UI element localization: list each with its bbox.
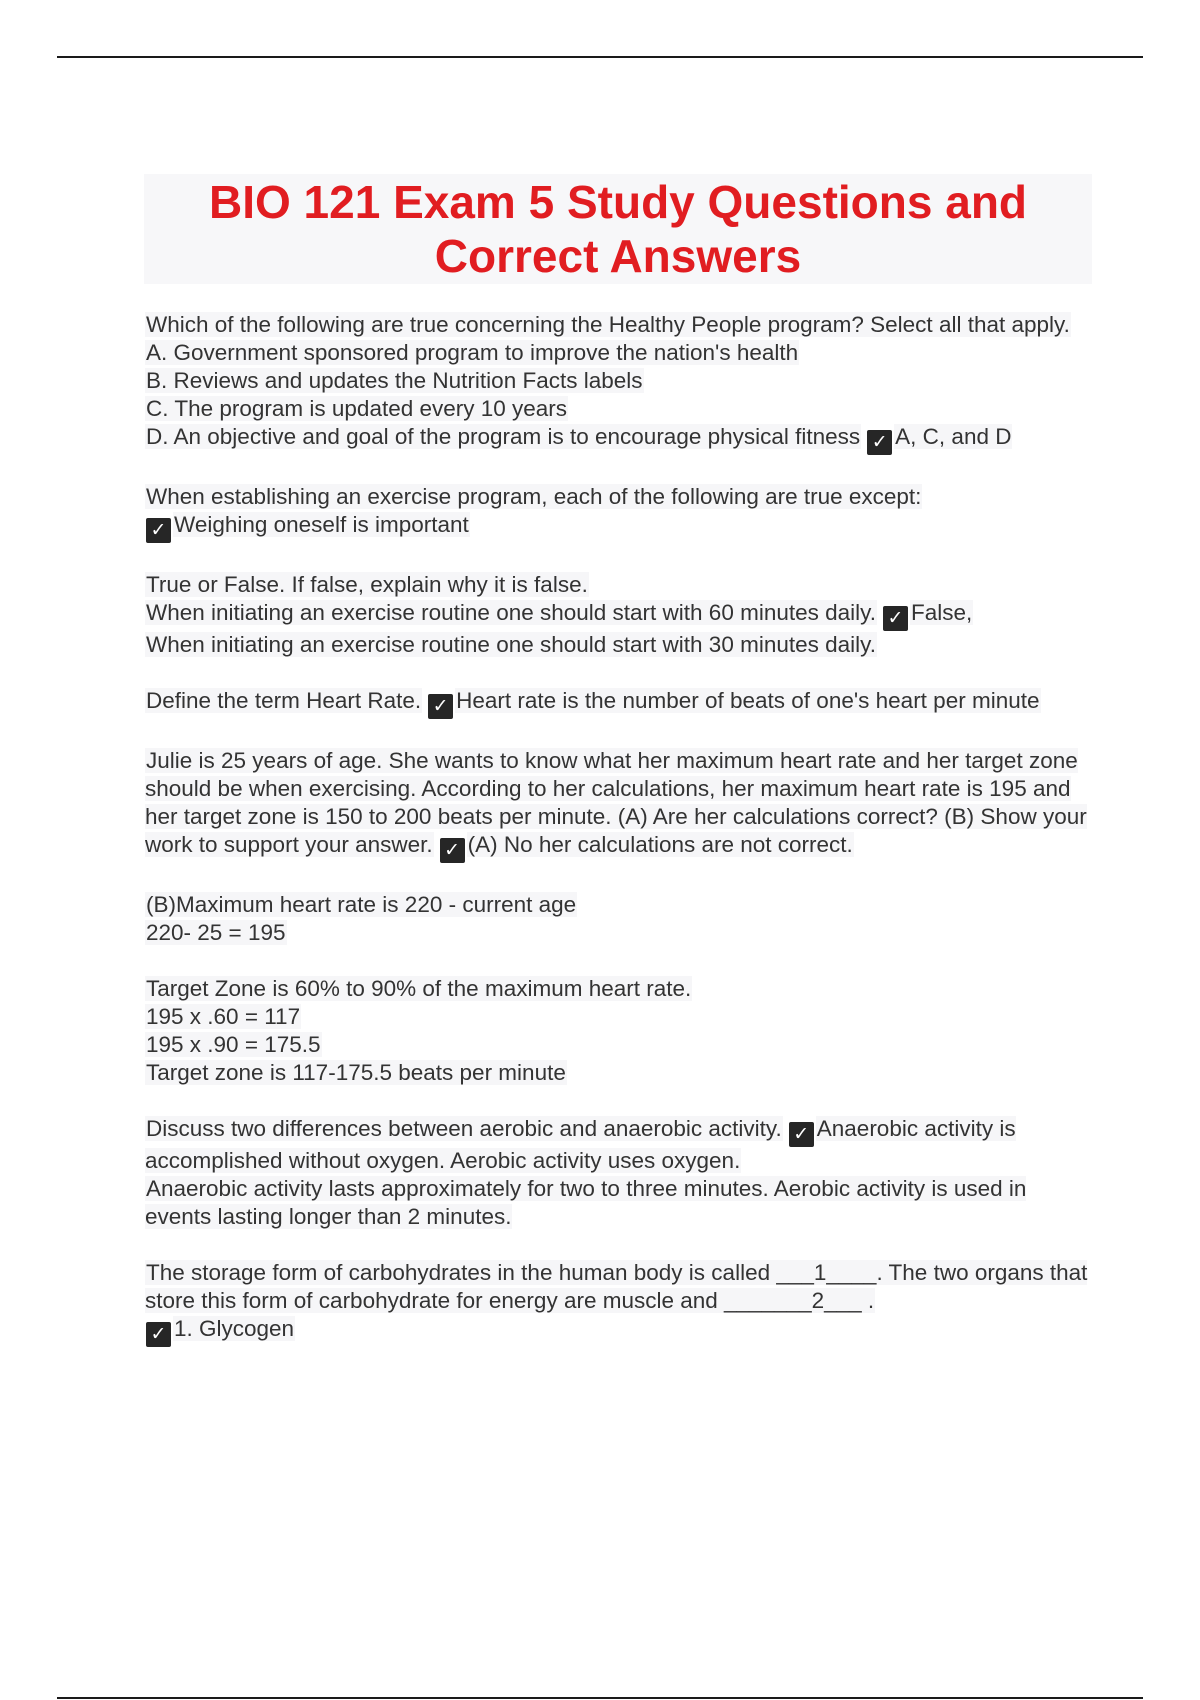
question-text: When initiating an exercise routine one should start with 60 minutes daily. [146, 600, 876, 625]
check-box-icon: ✓ [428, 694, 453, 719]
question-2 [145, 483, 1095, 543]
answer-explanation: When initiating an exercise routine one should start with 30 minutes daily. [146, 632, 876, 657]
answer-text-continued: Anaerobic activity lasts approximately for two to three minutes. Aerobic activity is used in events lasting longer than 2 minutes. [145, 1176, 1027, 1229]
check-box-icon: ✓ [146, 518, 171, 543]
check-box-icon: ✓ [440, 838, 465, 863]
bottom-rule [57, 1697, 1143, 1699]
question-7 [145, 1259, 1095, 1347]
question-text: When establishing an exercise program, each of the following are true except: [146, 484, 922, 509]
question-1 [145, 311, 1095, 455]
question-text: Define the term Heart Rate. [146, 688, 422, 713]
target-zone-work [145, 975, 1095, 1087]
question-6 [145, 1115, 1095, 1231]
option-d: D. An objective and goal of the program is to encourage physical fitness [146, 424, 861, 449]
check-box-icon: ✓ [867, 430, 892, 455]
work-line: 220- 25 = 195 [146, 920, 286, 945]
check-box-icon: ✓ [789, 1122, 814, 1147]
work-part-b [145, 891, 1095, 947]
document-title: BIO 121 Exam 5 Study Questions and Correct Answers [208, 176, 1028, 282]
option-b: B. Reviews and updates the Nutrition Facts labels [146, 368, 643, 393]
answer-text: False, [910, 600, 973, 625]
question-3 [145, 571, 1095, 659]
work-line: 195 x .90 = 175.5 [146, 1032, 321, 1057]
work-line: 195 x .60 = 117 [146, 1004, 301, 1029]
answer-text: A, C, and D [895, 424, 1012, 449]
question-intro: True or False. If false, explain why it is false. [146, 572, 588, 597]
answer-text: Anaerobic activity is accomplished without oxygen. Aerobic activity uses oxygen. [145, 1116, 1016, 1173]
answer-text: 1. Glycogen [174, 1316, 295, 1341]
question-text: The storage form of carbohydrates in the human body is called ___1____. The two organs that store this form of carbohydrate for energy are muscle and _______2___ . [145, 1260, 1088, 1313]
question-text: Discuss two differences between aerobic and anaerobic activity. [146, 1116, 782, 1141]
work-line: Target Zone is 60% to 90% of the maximum heart rate. [146, 976, 692, 1001]
answer-text: Weighing oneself is important [174, 512, 469, 537]
answer-text: (A) No her calculations are not correct. [467, 832, 853, 857]
title-banner [144, 174, 1092, 284]
work-line: (B)Maximum heart rate is 220 - current age [146, 892, 577, 917]
question-text: Which of the following are true concerning the Healthy People program? Select all that apply. [146, 312, 1070, 337]
question-text: Julie is 25 years of age. She wants to know what her maximum heart rate and her target zone should be when exercising. According to her calculations, her maximum heart rate is 195 and her target zone is 150 to 200 beats per minute. (A) Are her calculations correct? (B) Show your work to support your answer. [145, 748, 1087, 857]
option-a: A. Government sponsored program to improve the nation's health [146, 340, 799, 365]
top-rule [57, 56, 1143, 58]
answer-text: Heart rate is the number of beats of one's heart per minute [456, 688, 1040, 713]
question-5 [145, 747, 1095, 863]
question-4 [145, 687, 1095, 719]
check-box-icon: ✓ [146, 1322, 171, 1347]
document-body [145, 311, 1095, 1375]
work-line: Target zone is 117-175.5 beats per minute [146, 1060, 566, 1085]
option-c: C. The program is updated every 10 years [146, 396, 568, 421]
check-box-icon: ✓ [883, 606, 908, 631]
